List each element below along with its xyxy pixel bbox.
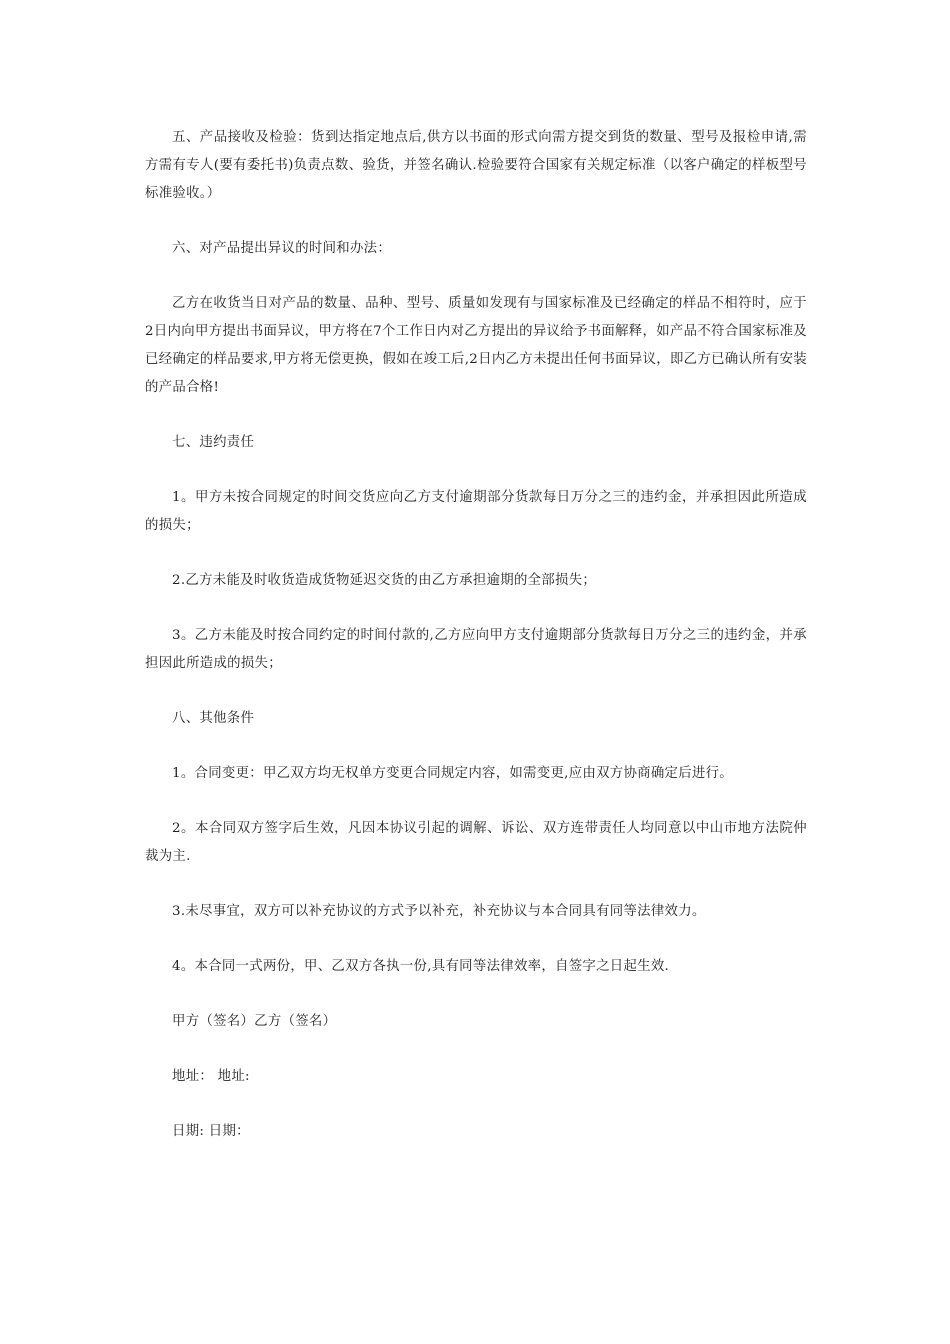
- clause-8-item-1: 1。合同变更：甲乙双方均无权单方变更合同规定内容，如需变更,应由双方协商确定后进行。: [172, 766, 733, 781]
- clause-8-heading: 八、其他条件: [172, 711, 255, 726]
- clause-8-item-2: 2。本合同双方签字后生效，凡因本协议引起的调解、诉讼、双方连带责任人均同意以中山市地方法院仲裁为主.: [145, 821, 807, 864]
- clause-6-body: 乙方在收货当日对产品的数量、品种、型号、质量如发现有与国家标准及已经确定的样品不相符时，应于2日内向甲方提出书面异议，甲方将在7个工作日内对乙方提出的异议给予书面解释，如产品不符合国家标准及已经确定的样品要求,甲方将无偿更换，假如在竣工后,2日内乙方未提出任何书面异议，即乙方已确认所有安装的产品合格!: [145, 296, 807, 395]
- date-line: 日期: 日期：: [172, 1124, 250, 1139]
- signature-line: 甲方（签名）乙方（签名）: [172, 1014, 337, 1029]
- clause-7-item-1: 1。甲方未按合同规定的时间交货应向乙方支付逾期部分货款每日万分之三的违约金，并承担因此所造成的损失；: [145, 490, 807, 533]
- clause-8-item-4: 4。本合同一式两份，甲、乙双方各执一份,具有同等法律效率，自签字之日起生效.: [172, 959, 670, 974]
- clause-5-inspection: 五、产品接收及检验：货到达指定地点后,供方以书面的形式向需方提交到货的数量、型号及报检申请,需方需有专人(要有委托书)负责点数、验货，并签名确认.检验要符合国家有关规定标准（以客户确定的样板型号标准验收。）: [145, 130, 807, 201]
- clause-7-heading: 七、违约责任: [172, 435, 255, 450]
- clause-8-item-3: 3.未尽事宜，双方可以补充协议的方式予以补充，补充协议与本合同具有同等法律效力。: [172, 904, 706, 919]
- clause-6-heading: 六、对产品提出异议的时间和办法：: [172, 241, 392, 256]
- clause-7-item-2: 2.乙方未能及时收货造成货物延迟交货的由乙方承担逾期的全部损失；: [172, 573, 597, 588]
- contract-page: [145, 124, 807, 1146]
- clause-7-item-3: 3。乙方未能及时按合同约定的时间付款的,乙方应向甲方支付逾期部分货款每日万分之三的违约金，并承担因此所造成的损失；: [145, 628, 807, 671]
- address-line: 地址： 地址:: [172, 1069, 250, 1084]
